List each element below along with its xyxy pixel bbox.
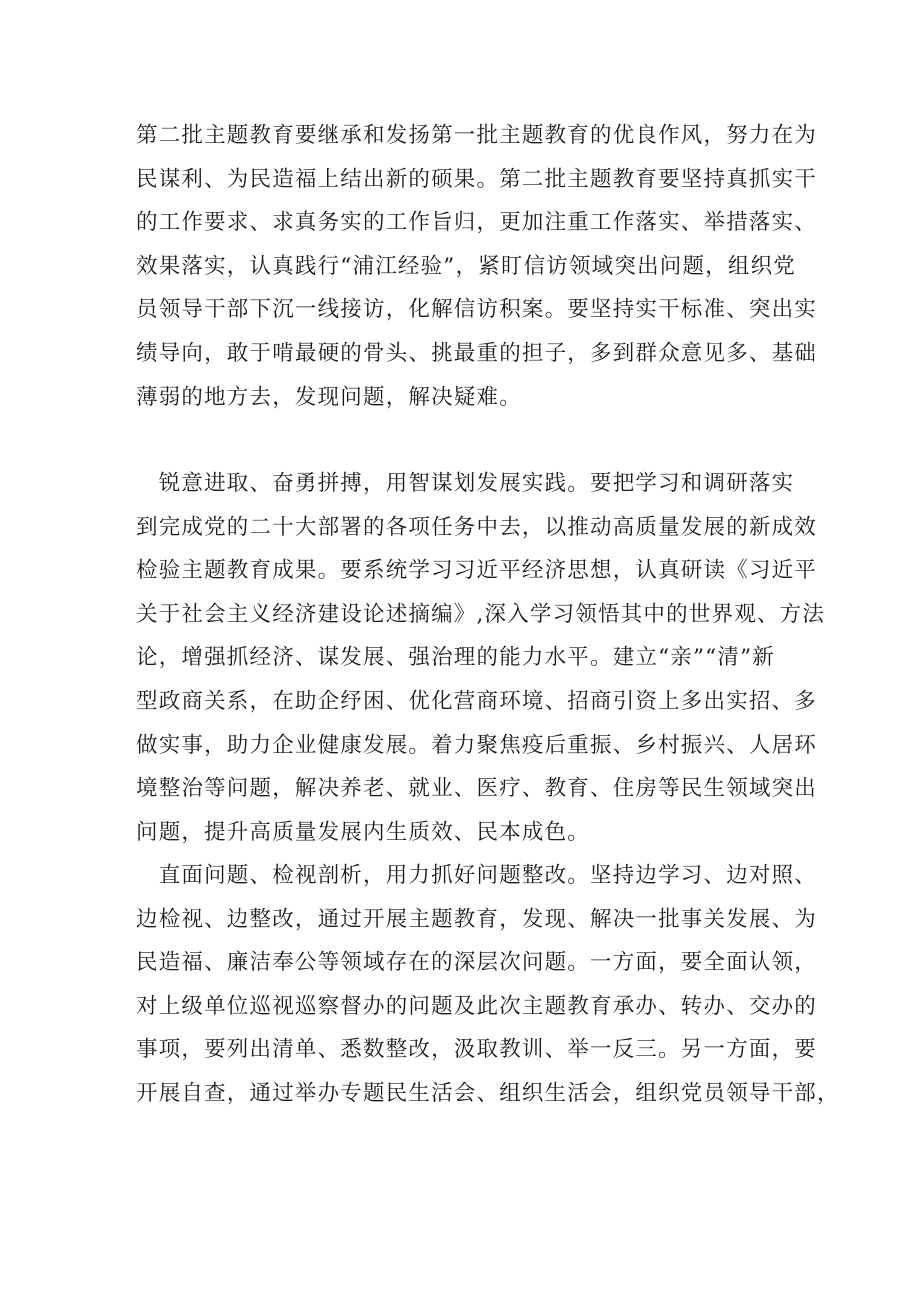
paragraph-line: 型政商关系，在助企纾困、优化营商环境、招商引资上多出实招、多 [136, 688, 818, 714]
paragraph-line: 做实事，助力企业健康发展。着力聚焦疫后重振、乡村振兴、人居环 [136, 732, 818, 758]
paragraph-line: 绩导向，敢于啃最硬的骨头、挑最重的担子，多到群众意见多、基础 [136, 340, 818, 366]
paragraph-2 [136, 462, 826, 854]
paragraph-line: 问题，提升高质量发展内生质效、民本成色。 [136, 819, 591, 845]
paragraph-3 [136, 854, 840, 1116]
paragraph-line: 到完成党的二十大部署的各项任务中去，以推动高质量发展的新成效 [136, 514, 818, 540]
paragraph-line: 边检视、边整改，通过开展主题教育，发现、解决一批事关发展、为 [136, 906, 818, 932]
paragraph-line: 效果落实，认真践行“浦江经验”，紧盯信访领域突出问题，组织党 [136, 253, 796, 279]
paragraph-line: 论，增强抓经济、谋发展、强治理的能力水平。建立“亲”“清”新 [136, 645, 775, 671]
paragraph-line: 员领导干部下沉一线接访，化解信访积案。要坚持实干标准、突出实 [136, 297, 818, 323]
paragraph-line: 关于社会主义经济建设论述摘编》,深入学习领悟其中的世界观、方法 [136, 601, 826, 627]
paragraph-line: 第二批主题教育要继承和发扬第一批主题教育的优良作风，努力在为 [136, 123, 818, 148]
paragraph-line: 民造福、廉洁奉公等领域存在的深层次问题。一方面，要全面认领， [136, 950, 818, 976]
paragraph-line: 民谋利、为民造福上结出新的硕果。第二批主题教育要坚持真抓实干 [136, 166, 818, 192]
paragraph-line: 对上级单位巡视巡察督办的问题及此次主题教育承办、转办、交办的 [136, 993, 818, 1019]
paragraph-line: 检验主题教育成果。要系统学习习近平经济思想，认真研读《习近平 [136, 558, 818, 584]
paragraph-line: 事项，要列出清单、悉数整改，汲取教训、举一反三。另一方面，要 [136, 1037, 818, 1063]
paragraph-line: 开展自查，通过举办专题民生活会、组织生活会，组织党员领导干部， [136, 1080, 840, 1106]
paragraph-line: 直面问题、检视剖析，用力抓好问题整改。坚持边学习、边对照、 [136, 863, 818, 888]
paragraph-1 [136, 114, 818, 419]
paragraph-line: 境整治等问题，解决养老、就业、医疗、教育、住房等民生领域突出 [136, 776, 818, 802]
paragraph-line: 锐意进取、奋勇拼搏，用智谋划发展实践。要把学习和调研落实 [136, 471, 795, 496]
paragraph-line: 薄弱的地方去，发现问题，解决疑难。 [136, 384, 522, 410]
paragraph-line: 的工作要求、求真务实的工作旨归，更加注重工作落实、举措落实、 [136, 210, 818, 236]
